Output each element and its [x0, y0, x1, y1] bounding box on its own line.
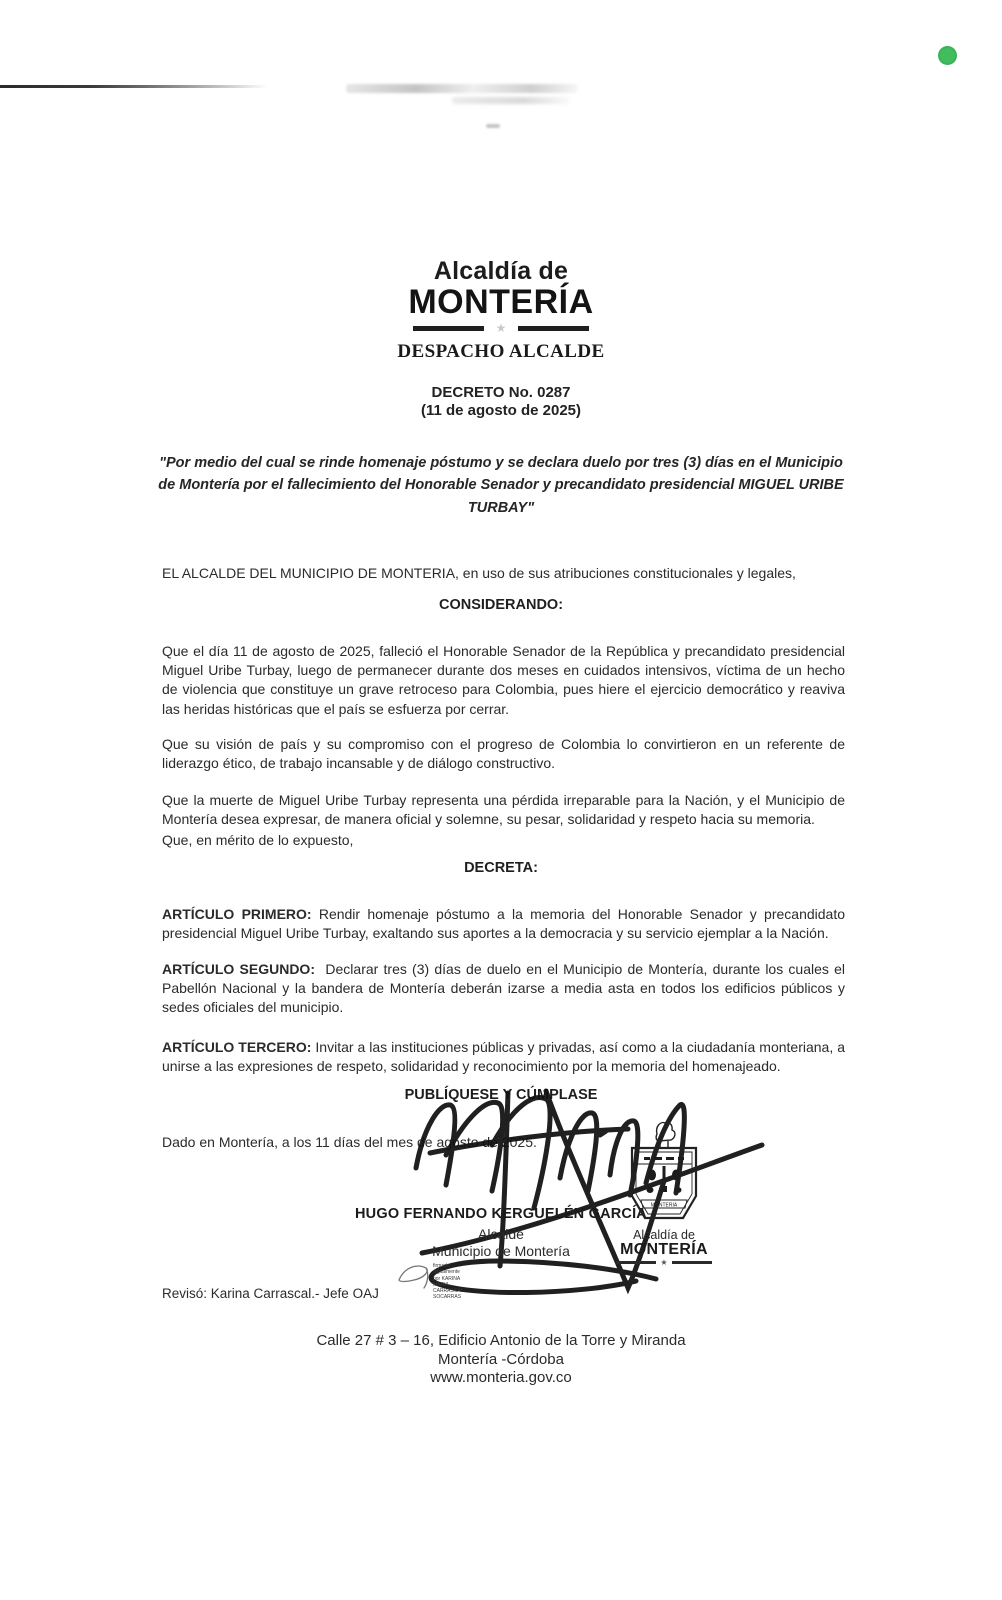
digital-note-line: por KARINA: [433, 1275, 461, 1282]
rule-segment: [413, 326, 484, 331]
status-dot-icon: [938, 46, 957, 65]
stamp-logo-rule: [608, 1257, 720, 1267]
article-label: ARTÍCULO TERCERO:: [162, 1039, 312, 1055]
article-primero: [162, 905, 845, 943]
considering-paragraph: Que la muerte de Miguel Uribe Turbay representa una pérdida irreparable para la Nación, y el Municipio de Montería desea expresar, de manera oficial y solemne, su pesar, solidaridad y respeto hacia su memoria.: [162, 792, 845, 828]
article-text: Declarar tres (3) días de duelo en el Municipio de Montería, durante los cuales el Pabellón Nacional y la bandera de Montería deberán izarse a media asta en todos los edificios públicos y sedes oficiales del municipio.: [162, 961, 846, 1016]
signatory-title: Alcalde: [478, 1226, 524, 1242]
rule-segment: [616, 1261, 656, 1264]
given-line: Dado en Montería, a los 11 días del mes de agosto de 2025.: [162, 1134, 537, 1150]
decree-subject: "Por medio del cual se rinde homenaje póstumo y se declara duelo por tres (3) días en el Municipio de Montería por el fallecimiento del Honorable Senador y precandidato presidencial MIGUEL URIBE TURBAY": [158, 455, 844, 516]
article-tercero: [162, 1038, 845, 1076]
header-logo-rule: [0, 321, 1002, 335]
digital-note-line: firmado: [433, 1263, 450, 1269]
digital-signature-note: [433, 1263, 483, 1301]
star-icon: ★: [495, 321, 507, 335]
footer-website: www.monteria.gov.co: [430, 1369, 572, 1386]
decreta-heading: DECRETA:: [464, 860, 538, 876]
article-text: Invitar a las instituciones públicas y privadas, así como a la ciudadanía monteriana, a unirse a las expresiones de respeto, solidaridad y reconocimiento por la memoria del homenajeado.: [162, 1039, 845, 1075]
stamp-logo-top: Alcaldía de: [633, 1228, 695, 1242]
scan-artifact-smudge: [452, 97, 570, 104]
scan-artifact-smudge: [346, 84, 578, 93]
coat-of-arms-seal-icon: [627, 1120, 701, 1226]
article-label: ARTÍCULO PRIMERO:: [162, 906, 312, 922]
considering-paragraph: Que su visión de país y su compromiso con el progreso de Colombia lo convirtieron en un referente de liderazgo ético, de trabajo incansable y de diálogo constructivo.: [162, 736, 845, 772]
rule-segment: [672, 1261, 712, 1264]
office-title: DESPACHO ALCALDE: [397, 341, 605, 362]
digital-note-line: digitalmente: [433, 1269, 460, 1276]
signatory-name: HUGO FERNANDO KERGUELÉN GARCÍA: [355, 1206, 647, 1222]
footer-address: Calle 27 # 3 – 16, Edificio Antonio de la Torre y Miranda: [316, 1332, 686, 1349]
digital-note-line: CARRASCAL: [433, 1288, 464, 1294]
merit-line: Que, en mérito de lo expuesto,: [162, 832, 354, 848]
footer-city: Montería -Córdoba: [438, 1351, 564, 1368]
decree-date: (11 de agosto de 2025): [420, 402, 582, 419]
article-label: ARTÍCULO SEGUNDO:: [162, 961, 315, 977]
star-icon: ★: [660, 1257, 668, 1267]
scan-artifact-line: [0, 85, 268, 88]
signatory-entity: Municipio de Montería: [432, 1243, 570, 1259]
considering-heading: CONSIDERANDO:: [438, 597, 564, 613]
rule-segment: [518, 326, 589, 331]
article-segundo: [162, 960, 845, 1018]
header-logo-name: MONTERÍA: [408, 283, 594, 321]
stamp-logo-name: MONTERÍA: [620, 1241, 708, 1258]
seal-banner-text: MONTERIA: [650, 1202, 678, 1209]
digital-note-line: SOCARRAS: [433, 1294, 462, 1301]
considering-paragraph: Que el día 11 de agosto de 2025, falleció el Honorable Senador de la República y precandidato presidencial Miguel Uribe Turbay, luego de permanecer durante dos meses en cuidados intensivos, víctima de un hecho de violencia que constituye un grave retroceso para Colombia, pues hiere el ejercicio democrático y reaviva las heridas históricas que el país se esfuerza por cerrar.: [162, 643, 845, 717]
decree-number: DECRETO No. 0287: [431, 384, 571, 401]
preamble: EL ALCALDE DEL MUNICIPIO DE MONTERIA, en uso de sus atribuciones constitucionales y legales,: [162, 565, 796, 581]
reviewed-by-line: Revisó: Karina Carrascal.- Jefe OAJ: [162, 1286, 379, 1301]
article-text: Rendir homenaje póstumo a la memoria del Honorable Senador y precandidato presidencial Miguel Uribe Turbay, exaltando sus aportes a la democracia y su servicio ejemplar a la Nación.: [162, 906, 846, 942]
scan-artifact-speck: [486, 124, 500, 128]
header-logo-top: Alcaldía de: [433, 257, 569, 285]
publish-line: PUBLÍQUESE Y CÚMPLASE: [404, 1087, 598, 1103]
municipal-stamp: [608, 1120, 720, 1267]
reviewer-initials-signature: [396, 1258, 432, 1292]
digital-note-line: MARIA: [433, 1281, 449, 1288]
